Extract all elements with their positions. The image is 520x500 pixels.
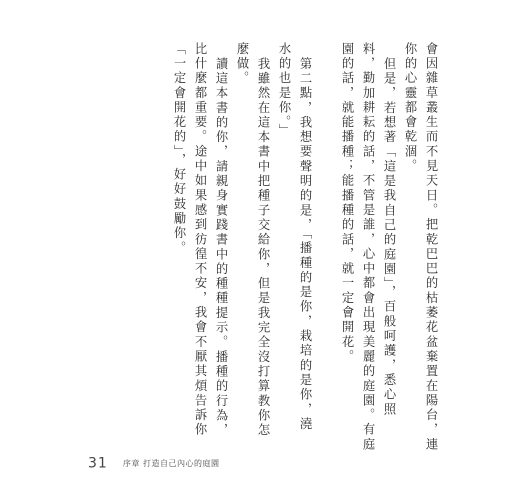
text-column: 會因雜草叢生而不見天日。把乾巴巴的枯萎花盆棄置在陽台，連 (424, 42, 438, 453)
text-column: 我雖然在這本書中把種子交給你，但是我完全沒打算教你怎 (256, 57, 270, 438)
text-column: 料，勤加耕耘的話，不管是誰，心中都會出現美麗的庭園。有庭 (361, 42, 375, 453)
page-number: 31 (88, 455, 108, 472)
text-column: 你的心靈都會乾涸。 (403, 42, 417, 174)
text-column: 但是，若想著「這是我自己的庭園」，百般呵護，悉心照 (382, 57, 396, 418)
text-column: 水的也是你。」 (277, 42, 291, 139)
text-column: 比什麼都重要。途中如果感到彷徨不安，我會不厭其煩告訴你 (193, 42, 207, 438)
text-column: 園的話，就能播種；能播種的話，就一定會開花。 (340, 42, 354, 365)
text-column: 「一定會開花的」，好好鼓勵你。 (172, 42, 186, 256)
chapter-label: 序章 打造自己內心的庭園 (122, 459, 220, 468)
text-column: 第二點，我想要聲明的是，「播種的是你，栽培的是你，澆 (298, 57, 312, 432)
text-column: 麼做。 (235, 42, 249, 86)
page-footer (88, 453, 219, 472)
text-column: 讀這本書的你，請親身實踐書中的種種提示。播種的行為， (214, 57, 228, 438)
